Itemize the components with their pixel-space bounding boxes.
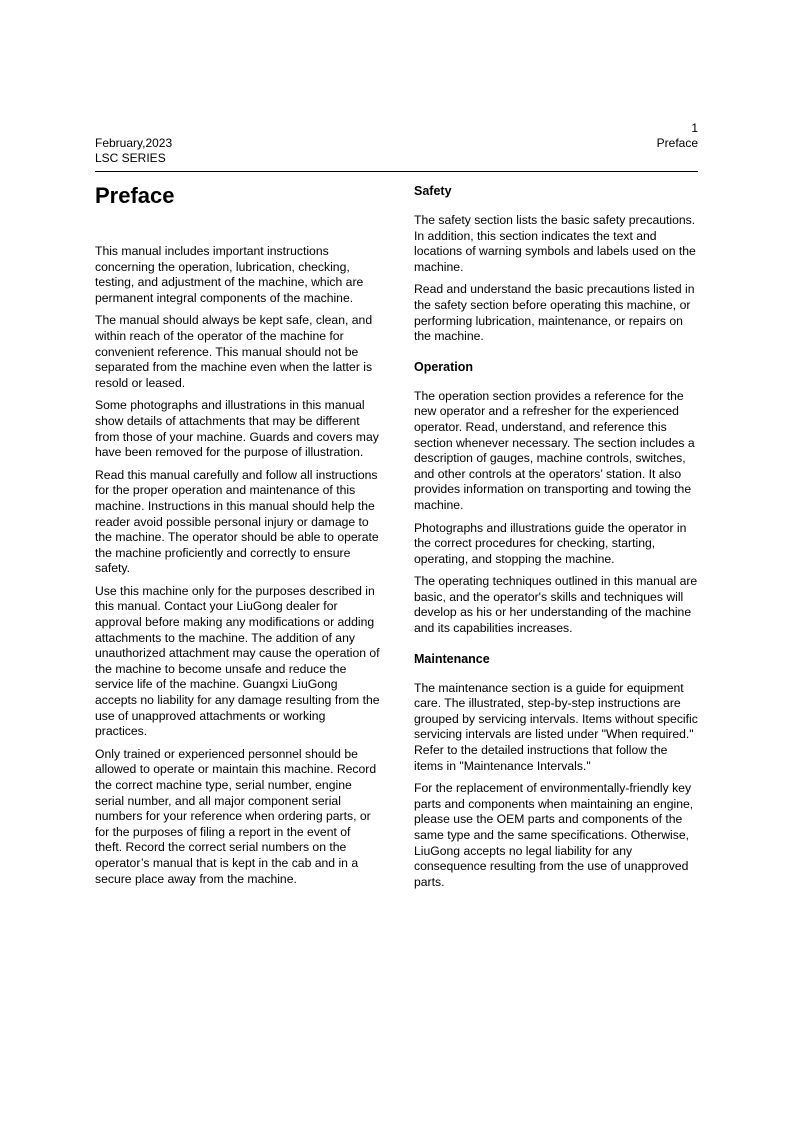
maintenance-section — [414, 651, 699, 891]
header-page-number: 1 — [691, 121, 698, 135]
preface-paragraph: Some photographs and illustrations in this manual show details of attachments that may be different from those of your machine. Guards and covers may have been removed for the purpose of illustration. — [95, 398, 379, 460]
operation-paragraph: Photographs and illustrations guide the operator in the correct procedures for checking, starting, operating, and stopping the machine. — [414, 520, 687, 566]
safety-heading: Safety — [414, 184, 452, 198]
safety-paragraph: The safety section lists the basic safety precautions. In addition, this section indicates the text and locations of warning symbols and labels used on the machine. — [414, 213, 696, 274]
preface-paragraph: Read this manual carefully and follow all instructions for the proper operation and maintenance of this machine. Instructions in this manual should help the reader avoid possible personal injury or damage to the machine. The operator should be able to operate the machine proficiently and correctly to ensure safety. — [95, 467, 379, 576]
operation-section — [414, 359, 699, 637]
page-title: Preface — [95, 183, 175, 208]
header-date: February,2023 — [95, 136, 173, 150]
header-section: Preface — [656, 136, 698, 150]
left-column — [95, 180, 380, 894]
preface-body — [95, 244, 380, 887]
page-header-right — [657, 121, 698, 151]
header-series: LSC SERIES — [95, 151, 166, 165]
header-divider — [95, 171, 698, 172]
maintenance-paragraph: For the replacement of environmentally-friendly key parts and components when maintaining an engine, please use the OEM parts and components of the same type and the same specifications. Otherwise, LiuGong accepts no legal liability for any consequence resulting from the use of unapproved parts. — [414, 781, 694, 889]
preface-paragraph: This manual includes important instructions concerning the operation, lubrication, checking, testing, and adjustment of the machine, which are permanent integral components of the machine. — [95, 244, 364, 305]
operation-paragraph: The operation section provides a reference for the new operator and a refresher for the experienced operator. Read, understand, and reference this section whenever necessary. The section includes a description of gauges, machine controls, switches, and other controls at the operators’ station. It also provides information on transporting and towing the machine. — [414, 388, 695, 512]
operation-heading: Operation — [414, 359, 474, 374]
page-header-left — [95, 136, 172, 166]
safety-section — [414, 183, 699, 345]
preface-paragraph: Use this machine only for the purposes described in this manual. Contact your LiuGong dealer for approval before making any modifications or adding attachments to the machine. The addition of any unauthorized attachment may cause the operation of the machine to become unsafe and reduce the service life of the machine. Guangxi LiuGong accepts no liability for any damage resulting from the use of unapproved attachments or working practices. — [95, 583, 380, 739]
maintenance-paragraph: The maintenance section is a guide for equipment care. The illustrated, step-by-step instructions are grouped by servicing intervals. Items without specific servicing intervals are listed under "When required." Refer to the detailed instructions that follow the items in "Maintenance Intervals." — [414, 680, 698, 773]
maintenance-heading: Maintenance — [414, 651, 490, 666]
preface-paragraph: Only trained or experienced personnel should be allowed to operate or maintain this machine. Record the correct machine type, serial number, engine serial number, and all major component serial numbers for your reference when ordering parts, or for the purposes of filing a report in the event of theft. Record the correct serial numbers on the operator’s manual that is kept in the cab and in a secure place away from the machine. — [95, 746, 377, 886]
preface-paragraph: The manual should always be kept safe, clean, and within reach of the operator of the machine for convenient reference. This manual should not be separated from the machine even when the latter is resold or leased. — [95, 313, 373, 390]
safety-paragraph: Read and understand the basic precautions listed in the safety section before operating this machine, or performing lubrication, maintenance, or repairs on the machine. — [414, 282, 695, 344]
operation-paragraph: The operating techniques outlined in this manual are basic, and the operator's skills and techniques will develop as his or her understanding of the machine and its capabilities increases. — [414, 574, 698, 636]
right-column — [414, 180, 699, 897]
